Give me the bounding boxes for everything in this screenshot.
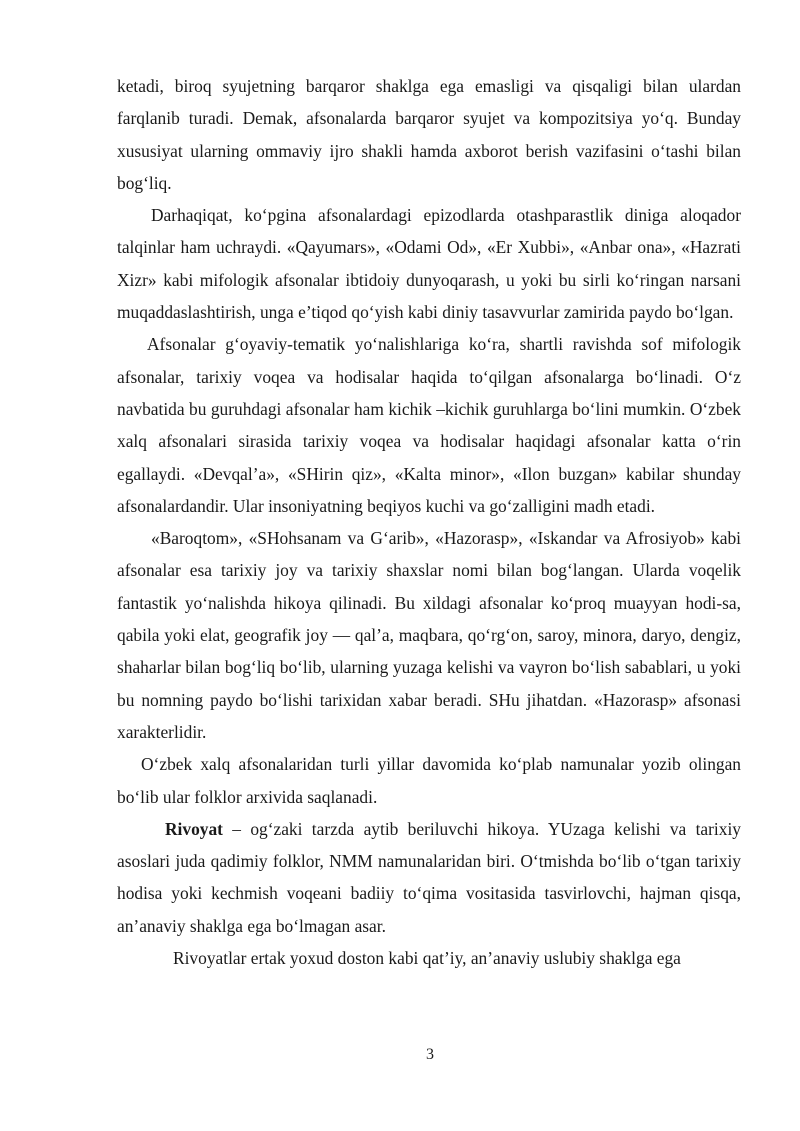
page-number: 3 <box>426 1046 434 1063</box>
paragraph-5: O‘zbek xalq afsonalaridan turli yillar davomida ko‘plab namunalar yozib olingan bo‘lib ular folklor arxivida saqlanadi. <box>117 754 741 807</box>
term-rivoyat: Rivoyat <box>165 818 223 839</box>
document-page <box>117 70 741 974</box>
paragraph-2: Darhaqiqat, ko‘pgina afsonalardagi epizodlarda otashparastlik diniga aloqador talqinlar ham uchraydi. «Qayumars», «Odami Od», «Er Xubbi», «Anbar ona», «Hazrati Xizr» kabi mifologik afsonalar ibtidoiy dunyoqarash, u yoki bu sirli ko‘ringan narsani muqaddaslashtirish, unga e’tiqod qo‘yish kabi diniy tasavvurlar zamirida paydo bo‘lgan. <box>117 205 741 323</box>
paragraph-6 <box>117 813 741 942</box>
paragraph-6-text: – og‘zaki tarzda aytib beriluvchi hikoya. YUzaga kelishi va tarixiy asoslari juda qadimiy folklor, NMM namunalaridan biri. O‘tmishda bo‘lib o‘tgan tarixiy hodisa yoki kechmish voqeani badiiy to‘qima vositasida tasvirlovchi, hajman qisqa, an’anaviy shaklga ega bo‘lmagan asar. <box>117 818 741 936</box>
paragraph-1: ketadi, biroq syujetning barqaror shaklga ega emasligi va qisqaligi bilan ulardan farqlanib turadi. Demak, afsonalarda barqaror syujet va kompozitsiya yo‘q. Bunday xususiyat ularning ommaviy ijro shakli hamda axborot berish vazifasini o‘tashi bilan bog‘liq. <box>117 76 741 193</box>
paragraph-7: Rivoyatlar ertak yoxud doston kabi qat’iy, an’anaviy uslubiy shaklga ega <box>173 948 681 969</box>
paragraph-3: Afsonalar g‘oyaviy-tematik yo‘nalishlariga ko‘ra, shartli ravishda sof mifologik afsonalar, tarixiy voqea va hodisalar haqida to‘qilgan afsonalarga bo‘linadi. O‘z navbatida bu guruhdagi afsonalar ham kichik –kichik guruhlarga bo‘lini mumkin. O‘zbek xalq afsonalari sirasida tarixiy voqea va hodisalar haqidagi afsonalar katta o‘rin egallaydi. «Devqal’a», «SHirin qiz», «Kalta minor», «Ilon buzgan» kabilar shunday afsonalardandir. Ular insoniyatning beqiyos kuchi va go‘zalligini madh etadi. <box>117 334 741 516</box>
paragraph-4: «Baroqtom», «SHohsanam va G‘arib», «Hazorasp», «Iskandar va Afrosiyob» kabi afsonalar esa tarixiy joy va tarixiy shaxslar nomi bilan bog‘langan. Ularda voqelik fantastik yo‘nalishda hikoya qilinadi. Bu xildagi afsonalar ko‘proq muayyan hodi-sa, qabila yoki elat, geografik joy — qal’a, maqbara, qo‘rg‘on, saroy, minora, daryo, dengiz, shaharlar bilan bog‘liq bo‘lib, ularning yuzaga kelishi va vayron bo‘lish sabablari, u yoki bu nomning paydo bo‘lishi tarixidan xabar beradi. SHu jihatdan. «Hazorasp» afsonasi xarakterlidir. <box>117 528 741 742</box>
